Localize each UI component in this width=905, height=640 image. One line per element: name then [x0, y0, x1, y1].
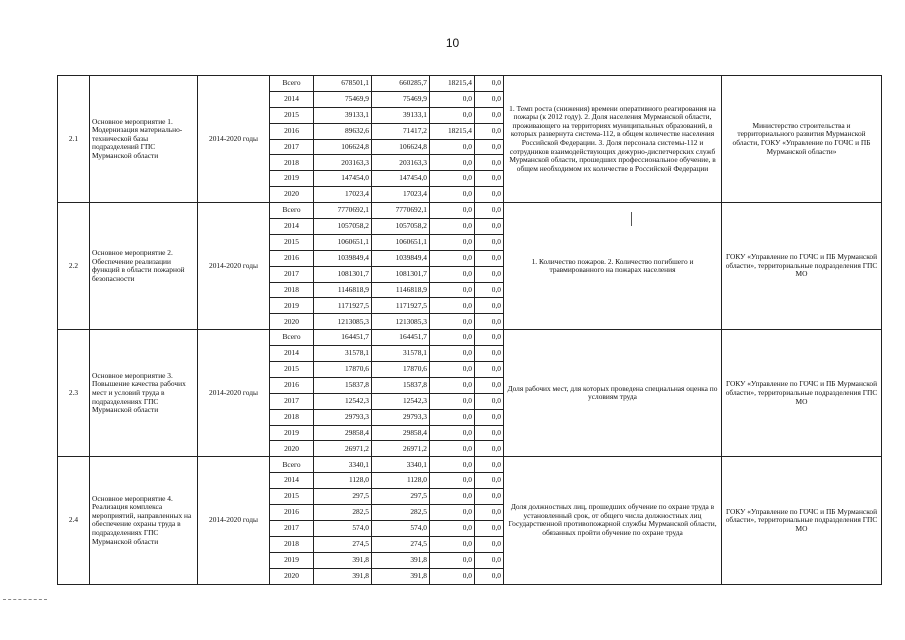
year-label: 2018: [270, 282, 314, 298]
federal-budget: 0,0: [430, 568, 475, 584]
federal-budget: 0,0: [430, 362, 475, 378]
regional-budget: 1060651,1: [372, 234, 430, 250]
total-funding: 274,5: [314, 536, 372, 552]
other-sources: 0,0: [475, 489, 504, 505]
total-funding: 1213085,3: [314, 314, 372, 330]
total-funding: 17023,4: [314, 187, 372, 203]
year-label: 2019: [270, 552, 314, 568]
other-sources: 0,0: [475, 520, 504, 536]
year-label: Всего: [270, 457, 314, 473]
regional-budget: 1039849,4: [372, 250, 430, 266]
year-label: 2015: [270, 107, 314, 123]
pen-mark: [631, 212, 632, 226]
year-label: 2014: [270, 346, 314, 362]
table-row: [58, 330, 882, 346]
year-label: Всего: [270, 76, 314, 92]
regional-budget: 17870,6: [372, 362, 430, 378]
table-row: [58, 76, 882, 92]
federal-budget: 0,0: [430, 187, 475, 203]
other-sources: 0,0: [475, 505, 504, 521]
year-label: 2019: [270, 298, 314, 314]
page-number: 10: [445, 36, 460, 50]
federal-budget: 0,0: [430, 377, 475, 393]
regional-budget: 203163,3: [372, 155, 430, 171]
year-label: 2019: [270, 425, 314, 441]
year-label: 2020: [270, 187, 314, 203]
federal-budget: 0,0: [430, 536, 475, 552]
total-funding: 1128,0: [314, 473, 372, 489]
federal-budget: 0,0: [430, 425, 475, 441]
measure-number: 2.3: [58, 330, 90, 457]
federal-budget: 0,0: [430, 489, 475, 505]
regional-budget: 1171927,5: [372, 298, 430, 314]
year-label: 2014: [270, 219, 314, 235]
regional-budget: 274,5: [372, 536, 430, 552]
regional-budget: 39133,1: [372, 107, 430, 123]
year-label: 2020: [270, 441, 314, 457]
regional-budget: 297,5: [372, 489, 430, 505]
total-funding: 391,8: [314, 568, 372, 584]
federal-budget: 0,0: [430, 234, 475, 250]
other-sources: 0,0: [475, 76, 504, 92]
total-funding: 75469,9: [314, 91, 372, 107]
federal-budget: 18215,4: [430, 76, 475, 92]
measure-name: Основное мероприятие 2. Обеспечение реализации функций в области пожарной безопасности: [90, 203, 198, 330]
regional-budget: 391,8: [372, 552, 430, 568]
federal-budget: 0,0: [430, 505, 475, 521]
federal-budget: 0,0: [430, 107, 475, 123]
total-funding: 106624,8: [314, 139, 372, 155]
measure-number: 2.2: [58, 203, 90, 330]
federal-budget: 0,0: [430, 250, 475, 266]
other-sources: 0,0: [475, 473, 504, 489]
table-row: [58, 203, 882, 219]
year-label: 2016: [270, 250, 314, 266]
total-funding: 1057058,2: [314, 219, 372, 235]
year-label: 2019: [270, 171, 314, 187]
other-sources: 0,0: [475, 441, 504, 457]
total-funding: 26971,2: [314, 441, 372, 457]
regional-budget: 29858,4: [372, 425, 430, 441]
year-label: 2017: [270, 139, 314, 155]
total-funding: 29793,3: [314, 409, 372, 425]
total-funding: 1146818,9: [314, 282, 372, 298]
total-funding: 89632,6: [314, 123, 372, 139]
regional-budget: 391,8: [372, 568, 430, 584]
federal-budget: 0,0: [430, 393, 475, 409]
target-indicators: 1. Темп роста (снижения) времени оперативного реагирования на пожары (к 2012 году). 2. Доля населения Мурманской области, проживающего на территориях муниципальных образований, в которых развернута система-112, в общем количестве населения Российской Федерации. 3. Доля персонала системы-112 и сотрудников взаимодействующих дежурно-диспетчерских служб Мурманской области, прошедших профессиональное обучение, в общем необходимом их количестве в Российской Федерации: [504, 76, 722, 203]
other-sources: 0,0: [475, 234, 504, 250]
year-label: 2017: [270, 266, 314, 282]
other-sources: 0,0: [475, 266, 504, 282]
total-funding: 1060651,1: [314, 234, 372, 250]
year-label: Всего: [270, 203, 314, 219]
total-funding: 1081301,7: [314, 266, 372, 282]
year-label: 2020: [270, 568, 314, 584]
federal-budget: 0,0: [430, 282, 475, 298]
year-label: 2016: [270, 377, 314, 393]
federal-budget: 0,0: [430, 155, 475, 171]
measure-period: 2014-2020 годы: [198, 203, 270, 330]
federal-budget: 0,0: [430, 552, 475, 568]
other-sources: 0,0: [475, 203, 504, 219]
year-label: 2018: [270, 409, 314, 425]
regional-budget: 660285,7: [372, 76, 430, 92]
total-funding: 15837,8: [314, 377, 372, 393]
federal-budget: 0,0: [430, 298, 475, 314]
measure-number: 2.4: [58, 457, 90, 584]
target-indicators: Доля рабочих мест, для которых проведена специальная оценка по условиям труда: [504, 330, 722, 457]
other-sources: 0,0: [475, 123, 504, 139]
year-label: 2015: [270, 362, 314, 378]
federal-budget: 0,0: [430, 520, 475, 536]
total-funding: 39133,1: [314, 107, 372, 123]
total-funding: 17870,6: [314, 362, 372, 378]
regional-budget: 3340,1: [372, 457, 430, 473]
other-sources: 0,0: [475, 425, 504, 441]
target-indicators: Доля должностных лиц, прошедших обучение по охране труда в установленный срок, от общего числа должностных лиц Государственной противопожарной службы Мурманской области, обязанных пройти обучение по охране труда: [504, 457, 722, 584]
federal-budget: 0,0: [430, 330, 475, 346]
other-sources: 0,0: [475, 91, 504, 107]
total-funding: 12542,3: [314, 393, 372, 409]
total-funding: 147454,0: [314, 171, 372, 187]
total-funding: 3340,1: [314, 457, 372, 473]
total-funding: 574,0: [314, 520, 372, 536]
table-body: [58, 76, 882, 585]
other-sources: 0,0: [475, 536, 504, 552]
other-sources: 0,0: [475, 409, 504, 425]
margin-dots: [3, 599, 47, 601]
federal-budget: 0,0: [430, 473, 475, 489]
regional-budget: 1081301,7: [372, 266, 430, 282]
other-sources: 0,0: [475, 107, 504, 123]
total-funding: 164451,7: [314, 330, 372, 346]
regional-budget: 26971,2: [372, 441, 430, 457]
responsible-executor: ГОКУ «Управление по ГОЧС и ПБ Мурманской области», территориальные подразделения ГПС МО: [722, 330, 882, 457]
year-label: 2016: [270, 505, 314, 521]
measure-number: 2.1: [58, 76, 90, 203]
total-funding: 1171927,5: [314, 298, 372, 314]
regional-budget: 1128,0: [372, 473, 430, 489]
measure-name: Основное мероприятие 4. Реализация комплекса мероприятий, направленных на обеспечение охраны труда в подразделениях ГПС Мурманской области: [90, 457, 198, 584]
regional-budget: 31578,1: [372, 346, 430, 362]
measure-name: Основное мероприятие 1. Модернизация материально-технической базы подразделений ГПС Мурманской области: [90, 76, 198, 203]
other-sources: 0,0: [475, 362, 504, 378]
other-sources: 0,0: [475, 298, 504, 314]
regional-budget: 1057058,2: [372, 219, 430, 235]
other-sources: 0,0: [475, 393, 504, 409]
federal-budget: 18215,4: [430, 123, 475, 139]
other-sources: 0,0: [475, 171, 504, 187]
responsible-executor: Министерство строительства и территориального развития Мурманской области, ГОКУ «Управление по ГОЧС и ПБ Мурманской области»: [722, 76, 882, 203]
other-sources: 0,0: [475, 457, 504, 473]
regional-budget: 164451,7: [372, 330, 430, 346]
federal-budget: 0,0: [430, 441, 475, 457]
year-label: 2020: [270, 314, 314, 330]
responsible-executor: ГОКУ «Управление по ГОЧС и ПБ Мурманской области», территориальные подразделения ГПС МО: [722, 203, 882, 330]
year-label: 2015: [270, 234, 314, 250]
regional-budget: 29793,3: [372, 409, 430, 425]
other-sources: 0,0: [475, 155, 504, 171]
other-sources: 0,0: [475, 250, 504, 266]
regional-budget: 71417,2: [372, 123, 430, 139]
other-sources: 0,0: [475, 330, 504, 346]
total-funding: 297,5: [314, 489, 372, 505]
other-sources: 0,0: [475, 346, 504, 362]
year-label: 2016: [270, 123, 314, 139]
regional-budget: 147454,0: [372, 171, 430, 187]
federal-budget: 0,0: [430, 91, 475, 107]
federal-budget: 0,0: [430, 139, 475, 155]
regional-budget: 1213085,3: [372, 314, 430, 330]
year-label: Всего: [270, 330, 314, 346]
other-sources: 0,0: [475, 377, 504, 393]
other-sources: 0,0: [475, 568, 504, 584]
regional-budget: 1146818,9: [372, 282, 430, 298]
other-sources: 0,0: [475, 139, 504, 155]
other-sources: 0,0: [475, 187, 504, 203]
year-label: 2014: [270, 473, 314, 489]
year-label: 2017: [270, 393, 314, 409]
federal-budget: 0,0: [430, 203, 475, 219]
total-funding: 1039849,4: [314, 250, 372, 266]
year-label: 2017: [270, 520, 314, 536]
total-funding: 7770692,1: [314, 203, 372, 219]
regional-budget: 106624,8: [372, 139, 430, 155]
program-table: [57, 75, 882, 585]
federal-budget: 0,0: [430, 171, 475, 187]
total-funding: 203163,3: [314, 155, 372, 171]
regional-budget: 17023,4: [372, 187, 430, 203]
measure-period: 2014-2020 годы: [198, 76, 270, 203]
table-row: [58, 457, 882, 473]
target-indicators: 1. Количество пожаров. 2. Количество погибшего и травмированного на пожарах населения: [504, 203, 722, 330]
other-sources: 0,0: [475, 552, 504, 568]
year-label: 2018: [270, 155, 314, 171]
federal-budget: 0,0: [430, 346, 475, 362]
other-sources: 0,0: [475, 314, 504, 330]
federal-budget: 0,0: [430, 409, 475, 425]
regional-budget: 574,0: [372, 520, 430, 536]
regional-budget: 15837,8: [372, 377, 430, 393]
regional-budget: 282,5: [372, 505, 430, 521]
federal-budget: 0,0: [430, 266, 475, 282]
other-sources: 0,0: [475, 282, 504, 298]
year-label: 2015: [270, 489, 314, 505]
federal-budget: 0,0: [430, 457, 475, 473]
regional-budget: 75469,9: [372, 91, 430, 107]
year-label: 2018: [270, 536, 314, 552]
total-funding: 29858,4: [314, 425, 372, 441]
total-funding: 678501,1: [314, 76, 372, 92]
regional-budget: 12542,3: [372, 393, 430, 409]
measure-period: 2014-2020 годы: [198, 330, 270, 457]
responsible-executor: ГОКУ «Управление по ГОЧС и ПБ Мурманской области», территориальные подразделения ГПС МО: [722, 457, 882, 584]
total-funding: 282,5: [314, 505, 372, 521]
total-funding: 31578,1: [314, 346, 372, 362]
measure-period: 2014-2020 годы: [198, 457, 270, 584]
federal-budget: 0,0: [430, 219, 475, 235]
other-sources: 0,0: [475, 219, 504, 235]
year-label: 2014: [270, 91, 314, 107]
measure-name: Основное мероприятие 3. Повышение качества рабочих мест и условий труда в подразделениях ГПС Мурманской области: [90, 330, 198, 457]
regional-budget: 7770692,1: [372, 203, 430, 219]
total-funding: 391,8: [314, 552, 372, 568]
federal-budget: 0,0: [430, 314, 475, 330]
